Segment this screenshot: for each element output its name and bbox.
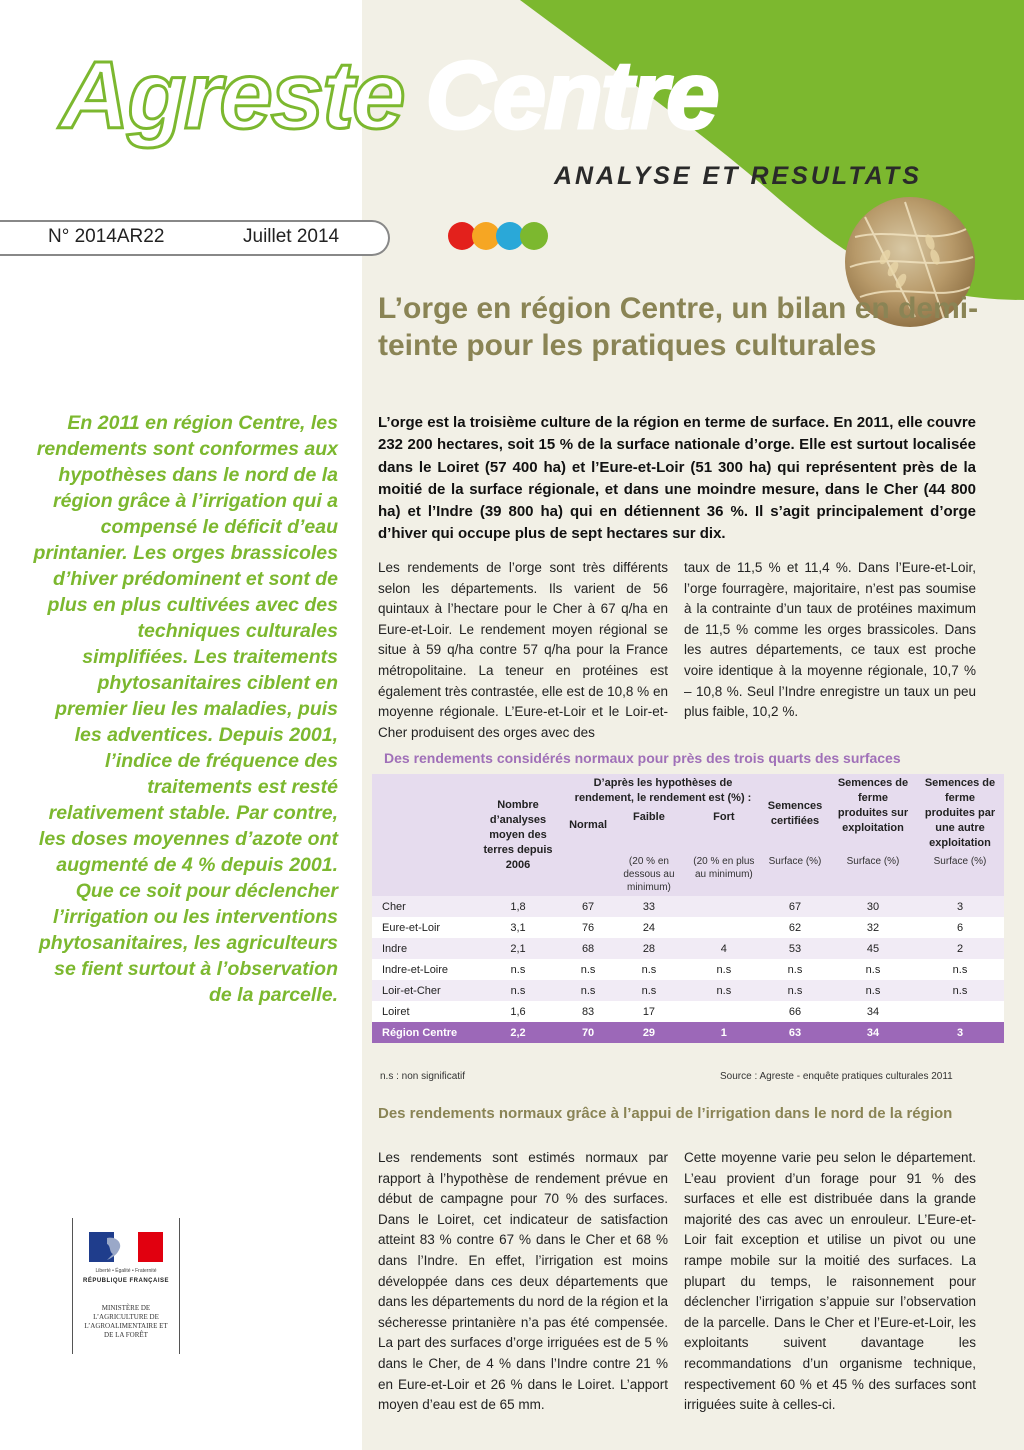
section-column-2: Cette moyenne varie peu selon le département. L’eau provient d’un forage pour 91 % des surfaces et elle est distribuée dans la grande majorité des cas avec un enrouleur. L’Eure-et-Loir fait exception et utilise un pivot ou une rampe mobile sur la moitié des surfaces. La plupart du temps, le raisonnement pour déclencher l’irrigation s’appuie sur l’observation de la parcelle. Dans le Cher et l’Eure-et-Loir, les exploitants suivent davantage les recommandations d’un organisme technique, respectivement 60 % et 45 % des surfaces sont irriguées suite à celles-ci. bbox=[684, 1150, 976, 1413]
cell-ferme-sur: 34 bbox=[830, 1001, 916, 1022]
section-title: Des rendements normaux grâce à l’appui de l’irrigation dans le nord de la région bbox=[378, 1105, 953, 1122]
header-semences-ferme-autre: Semences de ferme produites par une autre exploitation bbox=[916, 774, 1004, 853]
header-semences-certifiees: Semences certifiées bbox=[760, 774, 830, 853]
cell-ferme-autre: 3 bbox=[916, 896, 1004, 917]
cell-dept: Région Centre bbox=[372, 1022, 470, 1043]
table-title: Des rendements considérés normaux pour près des trois quarts des surfaces bbox=[384, 750, 901, 766]
cell-nombre: 2,1 bbox=[470, 938, 566, 959]
cell-fort bbox=[688, 917, 760, 938]
cell-faible: 17 bbox=[610, 1001, 688, 1022]
cell-ferme-sur: 45 bbox=[830, 938, 916, 959]
cell-fort: 1 bbox=[688, 1022, 760, 1043]
cell-faible: n.s bbox=[610, 980, 688, 1001]
cell-normal: 70 bbox=[566, 1022, 610, 1043]
cell-ferme-autre bbox=[916, 1001, 1004, 1022]
cell-ferme-autre: 3 bbox=[916, 1022, 1004, 1043]
table-row bbox=[372, 980, 1004, 1001]
cell-dept: Indre-et-Loire bbox=[372, 959, 470, 980]
cell-ferme-sur: 30 bbox=[830, 896, 916, 917]
cell-dept: Cher bbox=[372, 896, 470, 917]
cell-cert: 53 bbox=[760, 938, 830, 959]
header-rendement-group: D’après les hypothèses de rendement, le rendement est (%) : bbox=[566, 774, 760, 808]
cell-ferme-sur: 34 bbox=[830, 1022, 916, 1043]
logo-agreste: Agreste bbox=[60, 42, 404, 149]
cell-ferme-sur: n.s bbox=[830, 980, 916, 1001]
yield-table bbox=[372, 774, 1004, 1043]
issue-number: N° 2014AR22 bbox=[48, 226, 165, 247]
cell-ferme-autre: n.s bbox=[916, 980, 1004, 1001]
cell-fort: n.s bbox=[688, 959, 760, 980]
marianne-flag-icon bbox=[89, 1232, 163, 1262]
cell-ferme-autre: 2 bbox=[916, 938, 1004, 959]
cell-ferme-autre: n.s bbox=[916, 959, 1004, 980]
cell-fort: n.s bbox=[688, 980, 760, 1001]
ministry-logo bbox=[72, 1218, 180, 1354]
cell-fort bbox=[688, 1001, 760, 1022]
header-semences-ferme-sur: Semences de ferme produites sur exploitation bbox=[830, 774, 916, 853]
cell-cert: 66 bbox=[760, 1001, 830, 1022]
intro-column-2: taux de 11,5 % et 11,4 %. Dans l’Eure-et-Loir, l’orge fourragère, majoritaire, n’est pas soumise à la contrainte d’un taux de protéines maximum de 11,5 % comme les orges brassicoles. Dans les autres départements, ce taux est proche voire identique à la moyenne régionale, 10,7 % – 10,8 %. Seul l’Indre enregistre un taux un peu plus faible, 10,2 %. bbox=[684, 560, 976, 720]
header-faible-unit: (20 % en dessous au minimum) bbox=[610, 853, 688, 896]
cell-nombre: 1,6 bbox=[470, 1001, 566, 1022]
cell-nombre: 2,2 bbox=[470, 1022, 566, 1043]
cell-faible: n.s bbox=[610, 959, 688, 980]
green-dot-icon bbox=[520, 222, 548, 250]
table-row bbox=[372, 917, 1004, 938]
cell-ferme-sur: 32 bbox=[830, 917, 916, 938]
cell-fort: 4 bbox=[688, 938, 760, 959]
cell-nombre: n.s bbox=[470, 980, 566, 1001]
cell-faible: 24 bbox=[610, 917, 688, 938]
section-column-1: Les rendements sont estimés normaux par rapport à l’hypothèse de rendement prévue en début de campagne pour 70 % des surfaces. Dans le Loiret, cet indicateur de satisfaction atteint 83 % contre 67 % dans le Cher et 68 % dans l’Indre. En effet, l’irrigation est moins développée dans ces deux départements que dans les départements du nord de la région et la sécheresse printanière n’a pas été compensée. La part des surfaces d’orge irriguées est de 5 % dans le Cher, de 4 % dans l’Indre contre 21 % en Eure-et-Loir et 26 % dans le Loiret. L’apport moyen d’eau est de 65 mm. bbox=[378, 1150, 668, 1413]
header-cert-unit: Surface (%) bbox=[760, 853, 830, 896]
cell-dept: Loir-et-Cher bbox=[372, 980, 470, 1001]
cell-fort bbox=[688, 896, 760, 917]
cell-normal: n.s bbox=[566, 959, 610, 980]
table-row bbox=[372, 938, 1004, 959]
cell-cert: 63 bbox=[760, 1022, 830, 1043]
cell-normal: n.s bbox=[566, 980, 610, 1001]
table-note: n.s : non significatif bbox=[380, 1071, 466, 1082]
article-lead: L’orge est la troisième culture de la région en terme de surface. En 2011, elle couvre 232 200 hectares, soit 15 % de la surface nationale d’orge. Elle est surtout localisée dans le Loiret (57 400 ha) et l’Eure-et-Loir (51 300 ha) qui représentent près de la moitié de la surface régionale, et dans une moindre mesure, dans le Cher (44 800 ha) et l’Indre (39 800 ha) qui en détiennent 36 %. Il s’agit principalement d’orge d’hiver qui occupe plus de sept hectares sur dix. bbox=[378, 414, 976, 543]
cell-normal: 83 bbox=[566, 1001, 610, 1022]
header-cell-empty bbox=[372, 774, 470, 896]
article-title: L’orge en région Centre, un bilan en demi-teinte pour les pratiques culturales bbox=[378, 292, 979, 362]
republic-motto: Liberté • Égalité • Fraternité bbox=[95, 1268, 157, 1274]
logo-centre: Centre bbox=[425, 42, 718, 149]
cell-normal: 68 bbox=[566, 938, 610, 959]
intro-column-1: Les rendements de l’orge sont très différents selon les départements. Ils varient de 56 quintaux à l’hectare pour le Cher à 67 q/ha en Eure-et-Loir. Le rendement moyen régional se situe à 59 q/ha contre 57 q/ha pour la France métropolitaine. La teneur en protéines est également très contrastée, elle est de 10,8 % en moyenne régionale. L’Eure-et-Loir et le Loir-et-Cher produisent des orges avec des bbox=[378, 560, 668, 740]
summary-sidebar: En 2011 en région Centre, les rendements sont conformes aux hypothèses dans le nord de la région grâce à l’irrigation qui a compensé le déficit d’eau printanier. Les orges brassicoles d’hiver prédominent et sont de plus en plus cultivées avec des techniques culturales simplifiées. Les traitements phytosanitaires ciblent en premier lieu les maladies, puis les adventices. Depuis 2001, l’indice de fréquence des traitements est resté relativement stable. Par contre, les doses moyennes d’azote ont augmenté de 4 % depuis 2001. Que ce soit pour déclencher l’irrigation ou les interventions phytosanitaires, les agriculteurs se fient surtout à l’observation de la parcelle. bbox=[33, 412, 338, 1006]
table-row bbox=[372, 959, 1004, 980]
table-row bbox=[372, 896, 1004, 917]
header-faible: Faible bbox=[610, 808, 688, 853]
table-row bbox=[372, 1001, 1004, 1022]
cell-nombre: n.s bbox=[470, 959, 566, 980]
cell-normal: 67 bbox=[566, 896, 610, 917]
cell-cert: n.s bbox=[760, 980, 830, 1001]
cell-dept: Loiret bbox=[372, 1001, 470, 1022]
cell-dept: Indre bbox=[372, 938, 470, 959]
cell-cert: 67 bbox=[760, 896, 830, 917]
agreste-centre-logo bbox=[60, 42, 718, 149]
cell-nombre: 1,8 bbox=[470, 896, 566, 917]
cell-normal: 76 bbox=[566, 917, 610, 938]
publication-subtitle: ANALYSE ET RESULTATS bbox=[554, 162, 922, 190]
cell-faible: 28 bbox=[610, 938, 688, 959]
issue-date: Juillet 2014 bbox=[243, 226, 340, 247]
cell-faible: 33 bbox=[610, 896, 688, 917]
table-source: Source : Agreste - enquête pratiques culturales 2011 bbox=[720, 1071, 953, 1082]
cell-dept: Eure-et-Loir bbox=[372, 917, 470, 938]
cell-cert: n.s bbox=[760, 959, 830, 980]
header-normal: Normal bbox=[566, 808, 610, 896]
republic-name: RÉPUBLIQUE FRANÇAISE bbox=[82, 1278, 169, 1284]
header-fort-unit: (20 % en plus au minimum) bbox=[688, 853, 760, 896]
header-nombre: Nombre d’analyses moyen des terres depuis 2006 bbox=[470, 774, 566, 896]
header-ferme-sur-unit: Surface (%) bbox=[830, 853, 916, 896]
ministry-name: MINISTÈRE DE L’AGRICULTURE DE L’AGROALIMENTAIRE ET DE LA FORÊT bbox=[84, 1304, 168, 1339]
cell-nombre: 3,1 bbox=[470, 917, 566, 938]
cell-faible: 29 bbox=[610, 1022, 688, 1043]
cell-ferme-sur: n.s bbox=[830, 959, 916, 980]
cell-ferme-autre: 6 bbox=[916, 917, 1004, 938]
issue-bar bbox=[0, 220, 390, 256]
table-total-row bbox=[372, 1022, 1004, 1043]
cell-cert: 62 bbox=[760, 917, 830, 938]
header-fort: Fort bbox=[688, 808, 760, 853]
header-ferme-autre-unit: Surface (%) bbox=[916, 853, 1004, 896]
